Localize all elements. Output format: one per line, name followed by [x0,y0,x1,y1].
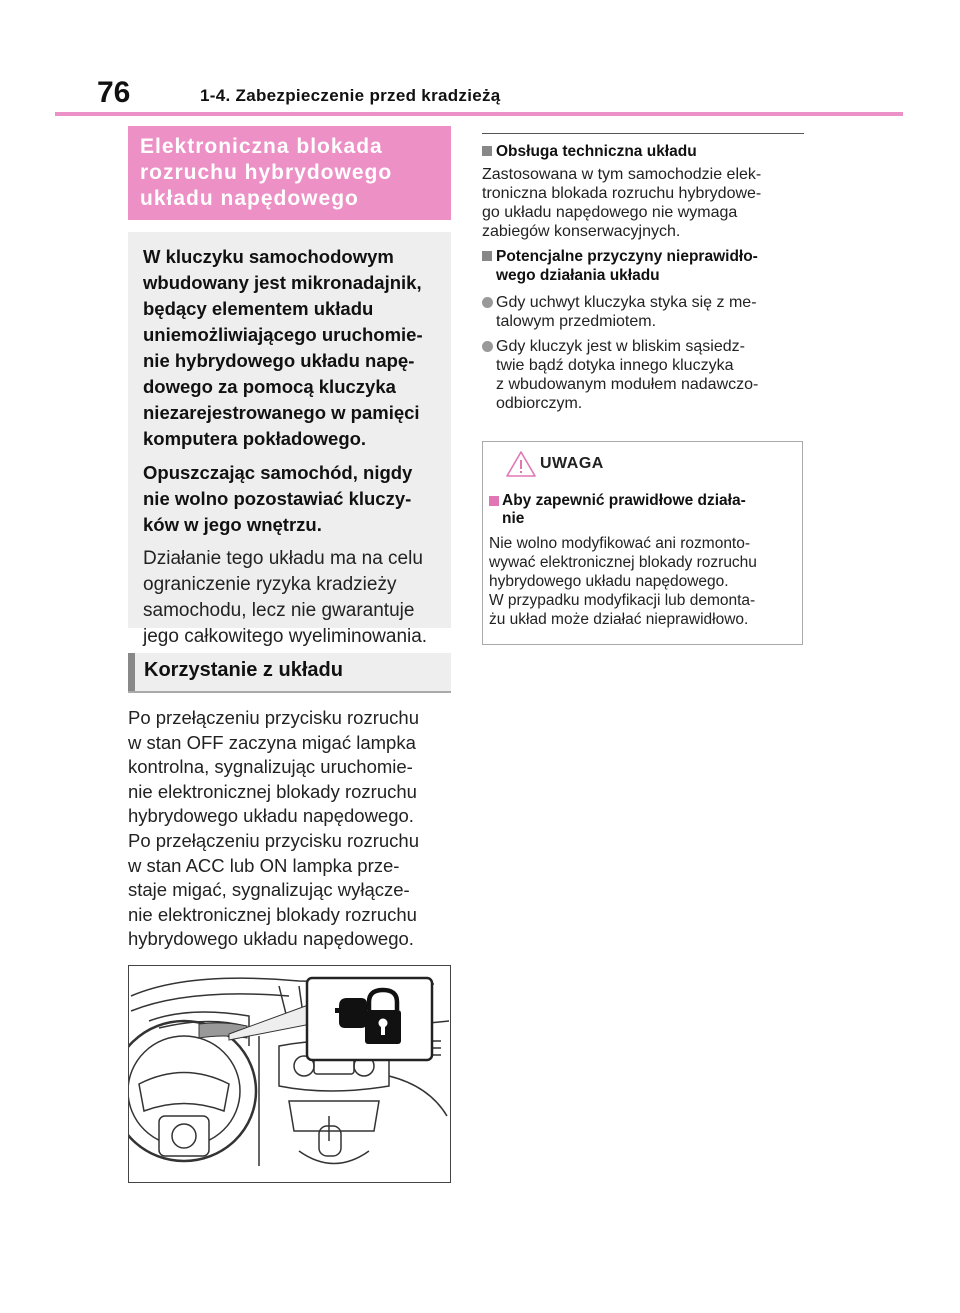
text-line: Nie wolno modyfikować ani rozmonto- [489,535,751,552]
text-line: nie hybrydowego układu napę- [143,350,415,371]
text-line: staje migać, sygnalizując wyłącze- [128,879,410,901]
text-line: nie [502,510,525,527]
text-line: uniemożliwiającego uruchomie- [143,324,423,345]
section-title-line: układu napędowego [140,187,359,210]
text-line: wbudowany jest mikronadajnik, [143,272,422,293]
usage-paragraph [128,706,458,952]
text-line: talowym przedmiotem. [496,313,657,330]
square-bullet-icon [482,146,492,156]
cause-bullet [482,337,804,413]
warning-label: UWAGA [540,455,604,472]
intro-box [128,232,451,647]
text-line: Potencjalne przyczyny nieprawidło- [496,248,758,265]
text-line: hybrydowego układu napędowego. [128,805,414,827]
warning-box [482,441,803,645]
text-line: Po przełączeniu przycisku rozruchu [128,829,419,851]
text-line: ków w jego wnętrzu. [143,514,322,535]
maintenance-paragraph [482,165,804,241]
text-line: będący elementem układu [143,298,374,319]
chapter-title: 1-4. Zabezpieczenie przed kradzieżą [200,86,501,105]
section-title-line: Elektroniczna blokada [140,135,383,158]
text-line: W przypadku modyfikacji lub demonta- [489,592,756,609]
text-line: dowego za pomocą kluczyka [143,376,396,397]
warning-header [483,442,802,486]
intro-normal-paragraph [143,546,445,650]
text-line: nie elektronicznej blokady rozruchu [128,780,417,802]
section-divider [128,691,451,693]
text-line: Działanie tego układu ma na celu [143,548,423,569]
warning-paragraph [489,534,799,629]
text-line: Gdy kluczyk jest w bliskim sąsiedz- [496,338,745,355]
cause-bullet [482,293,804,331]
warning-triangle-icon [505,450,537,478]
text-line: hybrydowego układu napędowego. [489,573,729,590]
text-line: ograniczenie ryzyka kradzieży [143,574,397,595]
text-line: w stan ACC lub ON lampka prze- [128,854,400,876]
text-line: go układu napędowego nie wymaga [482,204,738,221]
text-line: żu układ może działać nieprawidłowo. [489,611,749,628]
intro-warning-paragraph [143,460,445,538]
text-line: wego działania układu [496,267,660,284]
text-line: Zastosowana w tym samochodzie elek- [482,166,762,183]
text-line: jego całkowitego wyeliminowania. [143,626,428,647]
text-line: twie bądź dotyka innego kluczyka [496,357,734,374]
page-number: 76 [97,76,131,109]
text-line: Po przełączeniu przycisku rozruchu [128,707,419,728]
header-divider [55,112,903,116]
text-line: W kluczyku samochodowym [143,246,394,267]
right-column [482,133,804,419]
text-line: wywać elektronicznej blokady rozruchu [489,554,757,571]
text-line: samochodu, lecz nie gwarantuje [143,600,415,621]
round-bullet-icon [482,297,493,308]
text-line: w stan OFF zaczyna migać lampka [128,731,416,753]
warning-subheading [489,492,802,528]
text-line: zabiegów konserwacyjnych. [482,223,681,240]
maintenance-heading: Obsługa techniczna układu [482,142,804,161]
text-line: Gdy uchwyt kluczyka styka się z me- [496,294,757,311]
text-line: odbiorczym. [496,395,583,412]
column-divider [482,133,804,134]
text-line: komputera pokładowego. [143,428,367,449]
text-line: kontrolna, sygnalizując uruchomie- [128,756,413,778]
causes-heading [482,247,804,285]
text-line: nie wolno pozostawiać kluczy- [143,488,412,509]
text-line: troniczna blokada rozruchu hybrydowe- [482,185,762,202]
text-line: nie elektronicznej blokady rozruchu [128,903,417,925]
section-title-line: rozruchu hybrydowego [140,161,393,184]
text-line: z wbudowanym modułem nadawczo- [496,376,759,393]
text-line: Opuszczając samochód, nigdy [143,462,413,483]
intro-bold-paragraph [143,244,445,452]
text-line: hybrydowego układu napędowego. [128,928,414,950]
text-line: niezarejestrowanego w pamięci [143,402,420,423]
square-bullet-icon [489,496,499,506]
section-title-usage: Korzystanie z układu [128,653,451,691]
dashboard-illustration [128,965,451,1183]
square-bullet-icon [482,251,492,261]
section-title-immobilizer [128,126,451,220]
text-line: Aby zapewnić prawidłowe działa- [502,492,746,509]
dashboard-drawing [129,966,451,1183]
round-bullet-icon [482,341,493,352]
